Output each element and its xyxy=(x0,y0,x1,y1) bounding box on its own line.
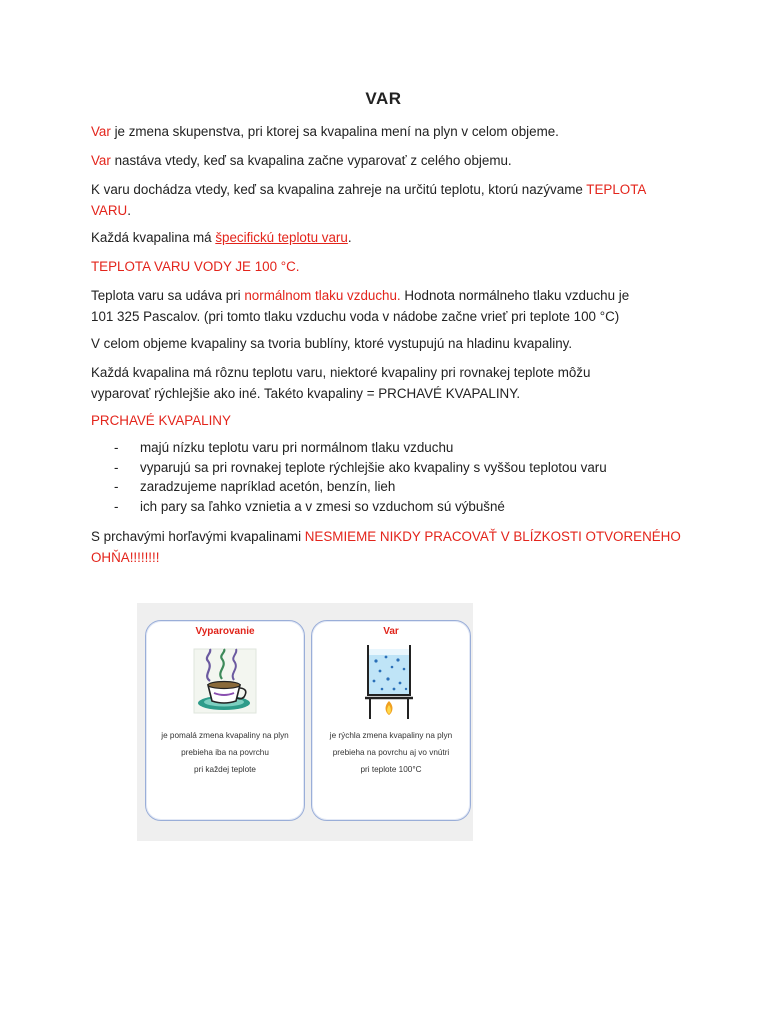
paragraph-text: Každá kvapalina má rôznu teplotu varu, niektoré kvapaliny pri rovnakej teplote môžu xyxy=(91,365,591,380)
section-heading-volatile: PRCHAVÉ KVAPALINY xyxy=(91,413,231,428)
paragraph-pressure xyxy=(91,285,629,327)
paragraph-warning xyxy=(91,526,681,568)
paragraph-text: . xyxy=(347,230,352,245)
list-dash: - xyxy=(114,459,119,475)
red-term: Var xyxy=(91,153,111,168)
paragraph-text: Teplota varu sa udáva pri xyxy=(91,288,245,303)
paragraph-text: Každá kvapalina má xyxy=(91,230,216,245)
list-dash: - xyxy=(114,498,119,514)
paragraph-text: 101 325 Pascalov. (pri tomto tlaku vzduchu voda v nádobe začne vrieť pri teplote 100 °C) xyxy=(91,309,620,324)
paragraph-boiling-point xyxy=(91,179,646,221)
paragraph-text: Hodnota normálneho tlaku vzduchu je xyxy=(400,288,630,303)
paragraph-definition xyxy=(91,121,559,142)
steaming-cup-icon xyxy=(192,647,258,715)
paragraph-occurrence xyxy=(91,150,512,171)
list-dash: - xyxy=(114,440,119,455)
warning-text: NESMIEME NIKDY PRACOVAŤ V BLÍZKOSTI OTVORENÉHO xyxy=(304,529,681,544)
card-title: Var xyxy=(383,626,399,637)
red-term: Var xyxy=(91,124,111,139)
paragraph-text: vyparovať rýchlejšie ako iné. Takéto kvapaliny = PRCHAVÉ KVAPALINY. xyxy=(91,386,521,401)
list-dash: - xyxy=(114,479,119,494)
card-description: je pomalá zmena kvapaliny na plyn prebieha iba na povrchu pri každej teplote xyxy=(161,731,289,774)
boiling-card xyxy=(311,620,471,821)
paragraph-volatile-intro xyxy=(91,362,590,404)
paragraph-text: S prchavými horľavými kvapalinami xyxy=(91,529,305,544)
boiling-beaker-icon xyxy=(362,643,416,723)
paragraph-specific xyxy=(91,227,352,248)
page-title: VAR xyxy=(365,89,402,108)
card-title: Vyparovanie xyxy=(195,626,255,637)
red-term: normálnom tlaku vzduchu. xyxy=(244,288,401,303)
paragraph-text: nastáva vtedy, keď sa kvapalina začne vyparovať z celého objemu. xyxy=(110,153,512,168)
paragraph-bubbles: V celom objeme kvapaliny sa tvoria bublíny, ktoré vystupujú na hladinu kvapaliny. xyxy=(91,336,573,351)
comparison-figure xyxy=(137,603,473,841)
card-description: je rýchla zmena kvapaliny na plyn prebieha na povrchu aj vo vnútri pri teplote 100°C xyxy=(329,731,453,774)
red-term-underlined: špecifickú teplotu varu xyxy=(215,230,348,245)
paragraph-text: je zmena skupenstva, pri ktorej sa kvapalina mení na plyn v celom objeme. xyxy=(110,124,559,139)
paragraph-text: K varu dochádza vtedy, keď sa kvapalina zahreje na určitú teplotu, ktorú nazývame xyxy=(91,182,587,197)
red-term: VARU xyxy=(91,203,128,218)
paragraph-water-boiling: TEPLOTA VARU VODY JE 100 °C. xyxy=(91,259,300,274)
paragraph-text: . xyxy=(127,203,131,218)
warning-text: OHŇA!!!!!!!! xyxy=(91,550,160,565)
evaporation-card xyxy=(145,620,305,821)
red-term: TEPLOTA xyxy=(586,182,647,197)
